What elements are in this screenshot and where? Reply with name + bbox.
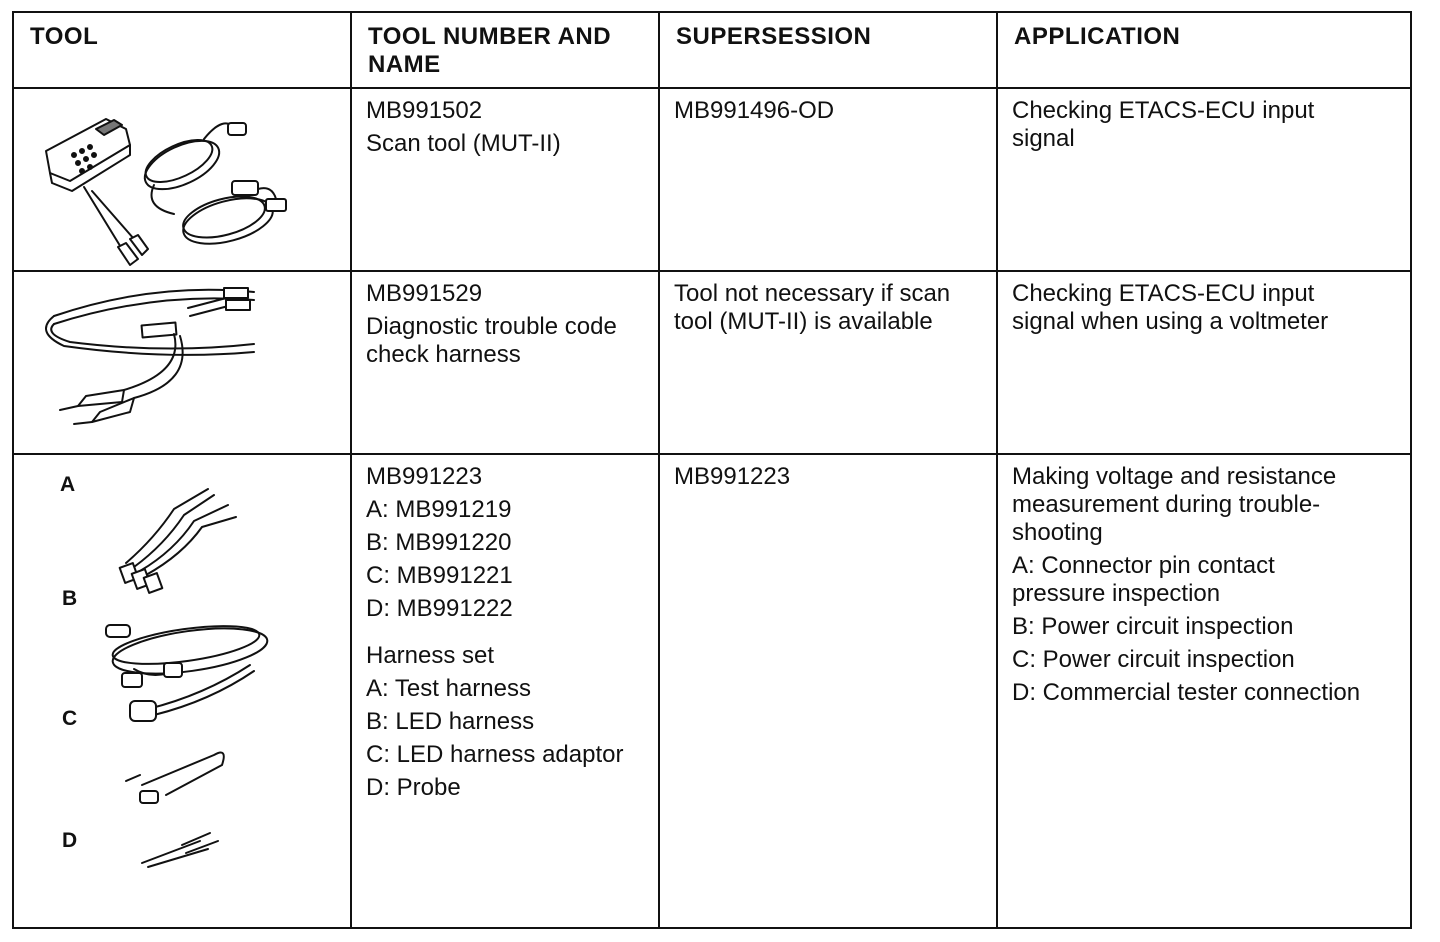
part-number: A: MB991219 (366, 496, 512, 523)
tool-number: MB991223 (366, 463, 483, 490)
table-row (13, 88, 1411, 271)
application-line: shooting (1012, 519, 1103, 546)
tool-number: MB991502 (366, 97, 483, 124)
application-line: Making voltage and resistance (1012, 463, 1337, 490)
supersession-value: MB991223 (674, 463, 791, 490)
tool-number-cell (351, 454, 659, 928)
harness-set-title: Harness set (366, 642, 495, 669)
application-line: signal (1012, 125, 1075, 152)
application-cell (997, 454, 1411, 928)
special-tools-table (12, 11, 1412, 929)
table-row (13, 271, 1411, 454)
supersession-cell (659, 454, 997, 928)
tool-letter-b: B (62, 587, 78, 610)
tool-letter-c: C (62, 707, 78, 730)
tool-letter-d: D (62, 829, 78, 852)
header-supersession-label: SUPERSESSION (676, 23, 872, 50)
supersession-line: Tool not necessary if scan (674, 280, 951, 307)
table-row (13, 454, 1411, 928)
tool-image-cell (13, 454, 351, 928)
tool-image-cell (13, 271, 351, 454)
application-line: signal when using a voltmeter (1012, 308, 1329, 335)
header-tool-number-line2: NAME (368, 51, 441, 78)
supersession-cell (659, 271, 997, 454)
tool-number-cell (351, 271, 659, 454)
harness-set-item: C: LED harness adaptor (366, 741, 624, 768)
tool-number: MB991529 (366, 280, 483, 307)
supersession-line: tool (MUT-II) is available (674, 308, 933, 335)
application-cell (997, 88, 1411, 271)
header-tool-number (351, 12, 659, 88)
scan-tool-illustration (14, 89, 350, 270)
harness-set-illustration (14, 455, 350, 927)
part-number: B: MB991220 (366, 529, 512, 556)
header-row (13, 12, 1411, 88)
application-cell (997, 271, 1411, 454)
tool-name: Scan tool (MUT-II) (366, 130, 561, 157)
application-item: D: Commercial tester connection (1012, 679, 1361, 706)
application-line: Checking ETACS-ECU input (1012, 97, 1315, 124)
header-supersession (659, 12, 997, 88)
supersession-cell (659, 88, 997, 271)
header-tool (13, 12, 351, 88)
tool-letter-a: A (60, 473, 76, 496)
header-application-label: APPLICATION (1014, 23, 1181, 50)
tool-image-cell (13, 88, 351, 271)
tool-name-line: Diagnostic trouble code (366, 313, 617, 340)
part-number: C: MB991221 (366, 562, 513, 589)
application-item: pressure inspection (1012, 580, 1221, 607)
harness-set-item: A: Test harness (366, 675, 531, 702)
application-item: A: Connector pin contact (1012, 552, 1275, 579)
application-line: measurement during trouble- (1012, 491, 1321, 518)
part-number: D: MB991222 (366, 595, 513, 622)
application-item: C: Power circuit inspection (1012, 646, 1295, 673)
harness-set-item: B: LED harness (366, 708, 535, 735)
application-item: B: Power circuit inspection (1012, 613, 1294, 640)
harness-set-item: D: Probe (366, 774, 461, 801)
header-application (997, 12, 1411, 88)
application-line: Checking ETACS-ECU input (1012, 280, 1315, 307)
tool-number-cell (351, 88, 659, 271)
header-tool-number-line1: TOOL NUMBER AND (368, 23, 612, 50)
supersession-value: MB991496-OD (674, 97, 835, 124)
header-tool-label: TOOL (30, 23, 99, 50)
tool-name-line: check harness (366, 341, 521, 368)
check-harness-illustration (14, 272, 350, 453)
